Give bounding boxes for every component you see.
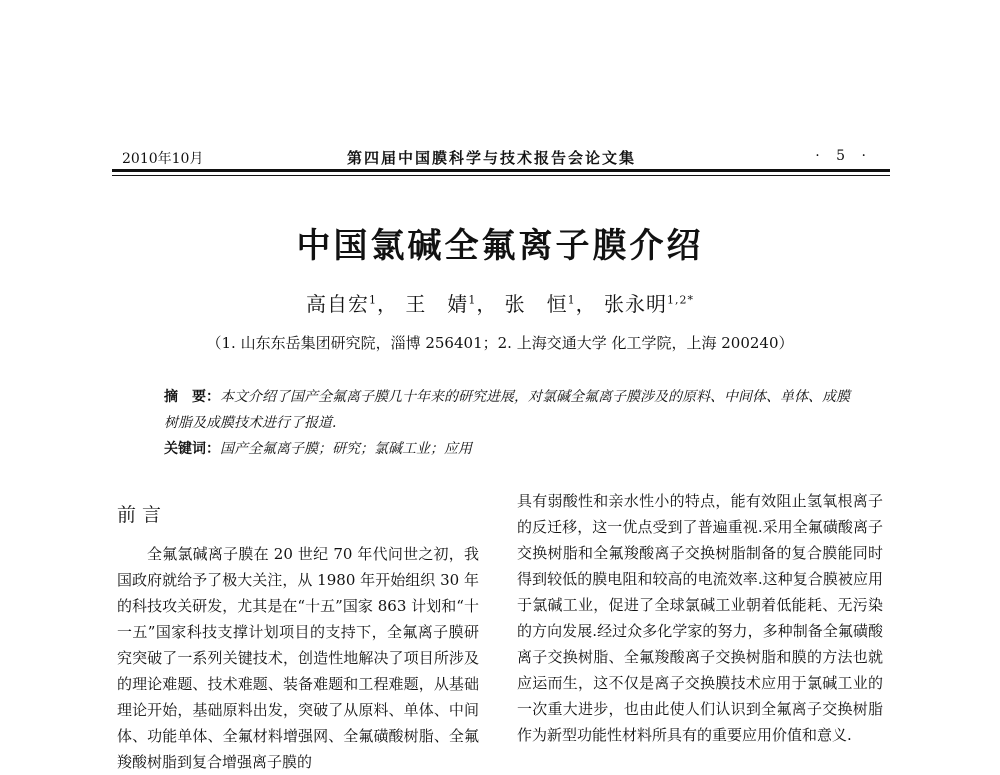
paragraph: 具有弱酸性和亲水性小的特点，能有效阻止氢氧根离子的反迁移，这一优点受到了普遍重视.采用全氟磺酸离子交换树脂和全氟羧酸离子交换树脂制备的复合膜能同时得到较低的膜电阻和较高的电流效率.这种复合膜被应用于氯碱工业，促进了全球氯碱工业朝着低能耗、无污染的方向发展.经过众多化学家的努力，多种制备全氟磺酸离子交换树脂、全氟羧酸离子交换树脂和膜的方法也就应运而生，这不仅是离子交换膜技术应用于氯碱工业的一次重大进步，也由此使人们认识到全氟离子交换树脂作为新型功能性材料所具有的重要应用价值和意义. [517, 492, 883, 744]
abstract [164, 384, 854, 436]
proceedings-title: 第四届中国膜科学与技术报告会论文集 [347, 149, 637, 167]
author-name: 王 婧 [405, 292, 469, 316]
header-rule-thick [112, 169, 890, 172]
paragraph: 全氟氯碱离子膜在 20 世纪 70 年代问世之初，我国政府就给予了极大关注，从 1980 年开始组织 30 年的科技攻关研发，尤其是在“十五”国家 863 计划和“十一五”国家科技支撑计划项目的支持下，全氟离子膜研究突破了一系列关键技术，创造性地解决了项目所涉及的理论难题、技术难题、装备难题和工程难题，从基础理论开始，基础原料出发，突破了从原料、单体、中间体、功能单体、全氟材料增强网、全氟磺酸树脂、全氟羧酸树脂到复合增强离子膜的 [117, 545, 479, 771]
author-affil-mark: 1 [468, 293, 477, 307]
keywords [164, 438, 854, 458]
affiliations: （1. 山东东岳集团研究院，淄博 256401；2. 上海交通大学 化工学院，上海 200240） [206, 334, 794, 352]
header-rule-thin [112, 175, 890, 176]
page-number: · 5 · [815, 148, 872, 164]
author-separator: ， [575, 292, 597, 316]
abstract-label: 摘 要： [164, 389, 220, 405]
keywords-text: 国产全氟离子膜；研究；氯碱工业；应用 [220, 441, 472, 457]
abstract-text: 本文介绍了国产全氟离子膜几十年来的研究进展，对氯碱全氟离子膜涉及的原料、中间体、单体、成膜树脂及成膜技术进行了报道. [164, 389, 850, 431]
author-separator: ， [376, 292, 398, 316]
issue-date: 2010年10月 [122, 151, 204, 167]
keywords-label: 关键词： [164, 441, 220, 457]
author-name: 张 恒 [504, 292, 568, 316]
body-column-right [517, 488, 883, 748]
author-affil-mark: 1 [567, 293, 576, 307]
author-list [0, 288, 1000, 317]
author-name: 张永明 [604, 292, 668, 316]
author-separator: ， [476, 292, 498, 316]
paper-title: 中国氯碱全氟离子膜介绍 [296, 226, 704, 266]
running-header [112, 144, 890, 168]
body-column-left [117, 541, 479, 775]
section-heading: 前言 [117, 504, 168, 526]
author-affil-mark: 1 [368, 293, 377, 307]
author-name: 高自宏 [305, 292, 369, 316]
author-affil-mark: 1,2* [667, 293, 695, 307]
